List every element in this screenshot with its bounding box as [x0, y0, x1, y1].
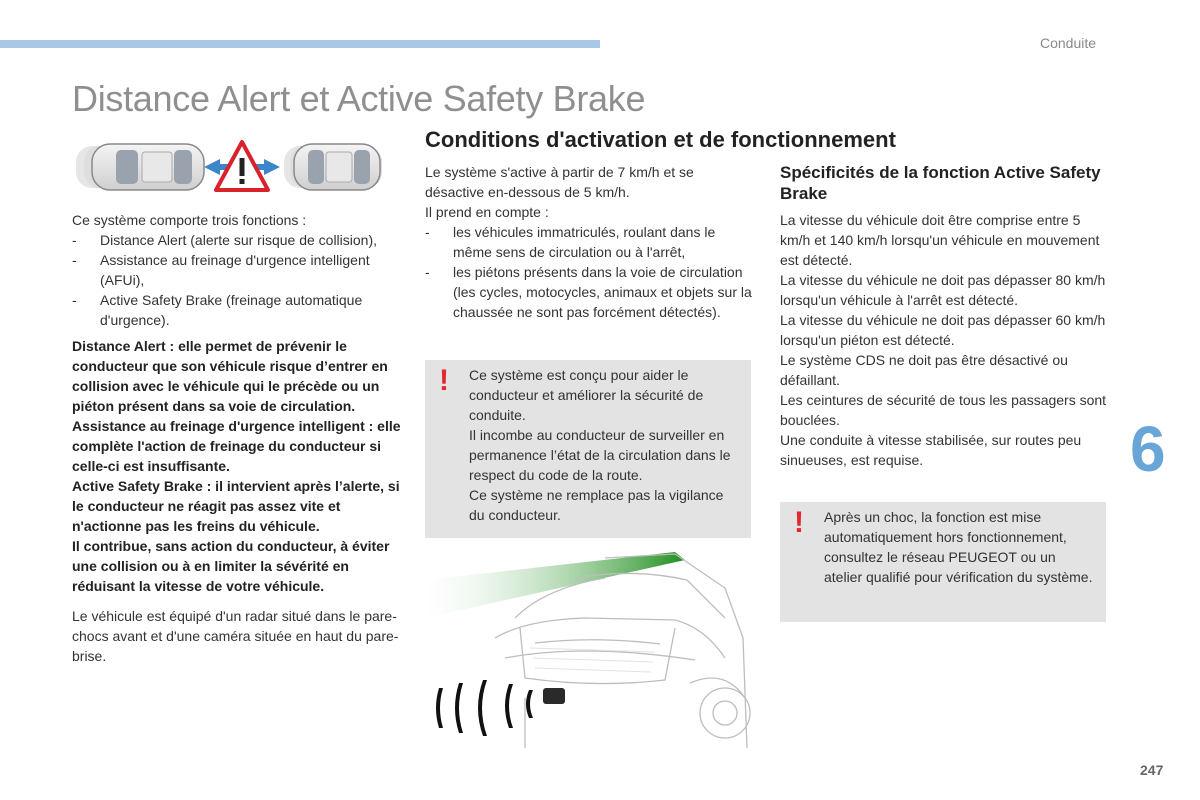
functions-description [72, 336, 402, 596]
distance-alert-description: Distance Alert : elle permet de prévenir le conducteur que son véhicule risque d’entrer en collision avec le véhicule qui le précède ou un piéton présent dans sa voie de circulation. [72, 338, 388, 414]
specific-paragraph: La vitesse du véhicule doit être comprise entre 5 km/h et 140 km/h lorsqu'un véhicule en mouvement est détecté. [780, 212, 1100, 268]
equipment-note: Le véhicule est équipé d'un radar situé dans le pare-chocs avant et d'une caméra située en haut du pare-brise. [72, 608, 399, 664]
middle-column [425, 162, 755, 322]
list-item: - Distance Alert (alerte sur risque de collision), [72, 230, 402, 250]
left-column [72, 210, 402, 666]
specific-paragraph: Les ceintures de sécurité de tous les passagers sont bouclées. [780, 392, 1107, 428]
page-title: Distance Alert et Active Safety Brake [72, 78, 646, 119]
activation-heading: Conditions d'activation et de fonctionnement [425, 127, 896, 152]
specific-paragraph: Une conduite à vitesse stabilisée, sur routes peu sinueuses, est requise. [780, 432, 1082, 468]
asb-specifics-heading: Spécificités de la fonction Active Safety Brake [780, 163, 1101, 203]
specific-paragraph: Le système CDS ne doit pas être désactivé ou défaillant. [780, 352, 1068, 388]
exclamation-icon: ! [794, 506, 804, 539]
car-right-icon [294, 144, 380, 190]
car-left-icon [92, 144, 204, 190]
specific-paragraph: La vitesse du véhicule ne doit pas dépasser 80 km/h lorsqu'un véhicule à l'arrêt est détecté. [780, 272, 1106, 308]
radar-sensor-icon [543, 688, 565, 704]
system-warning-box [425, 360, 751, 538]
shock-warning-box [780, 502, 1106, 622]
warning-text: Après un choc, la fonction est mise automatiquement hors fonctionnement, consultez le réseau PEUGEOT ou un atelier qualifié pour vérification du système. [824, 509, 1093, 585]
right-column [780, 162, 1110, 470]
warning-text: Ce système est conçu pour aider le conducteur et améliorer la sécurité de conduite. [469, 367, 704, 423]
car-radar-illustration [425, 548, 755, 755]
functions-list [72, 230, 402, 330]
functions-intro: Ce système comporte trois fonctions : [72, 212, 307, 228]
warning-text: Ce système ne remplace pas la vigilance du conducteur. [469, 487, 724, 523]
chapter-number: 6 [1130, 413, 1166, 485]
afui-description: Assistance au freinage d'urgence intelligent : elle complète l'action de freinage du conducteur si celle-ci est insuffisante. [72, 418, 401, 474]
exclamation-icon: ! [439, 364, 449, 397]
list-item: - Assistance au freinage d'urgence intelligent (AFUi), [72, 250, 402, 290]
list-item: - les véhicules immatriculés, roulant dans le même sens de circulation ou à l'arrêt, [425, 222, 755, 262]
page-number: 247 [1140, 762, 1164, 778]
considered-intro: Il prend en compte : [425, 204, 549, 220]
radar-beam [425, 552, 685, 618]
activation-speed-text: Le système s'active à partir de 7 km/h et se désactive en-dessous de 5 km/h. [425, 164, 694, 200]
considered-list [425, 222, 755, 322]
warning-text: Il incombe au conducteur de surveiller en permanence l’état de la circulation dans le respect du code de la route. [469, 427, 731, 483]
specific-paragraph: La vitesse du véhicule ne doit pas dépasser 60 km/h lorsqu'un piéton est détecté. [780, 312, 1106, 348]
two-cars-alert-illustration [72, 138, 382, 201]
asb-description: Active Safety Brake : il intervient après l’alerte, si le conducteur ne réagit pas assez vite et n'actionne pas les freins du véhicule. [72, 478, 400, 534]
radar-waves-icon [436, 680, 533, 736]
header-accent-bar [0, 40, 600, 48]
list-item: - les piétons présents dans la voie de circulation (les cycles, motocycles, animaux et objets sur la chaussée ne sont pas forcément détectés). [425, 262, 755, 322]
list-item: - Active Safety Brake (freinage automatique d'urgence). [72, 290, 402, 330]
asb-contribution: Il contribue, sans action du conducteur, à éviter une collision ou à en limiter la sévérité en réduisant la vitesse de votre véhicule. [72, 538, 390, 594]
section-name: Conduite [1040, 35, 1097, 51]
